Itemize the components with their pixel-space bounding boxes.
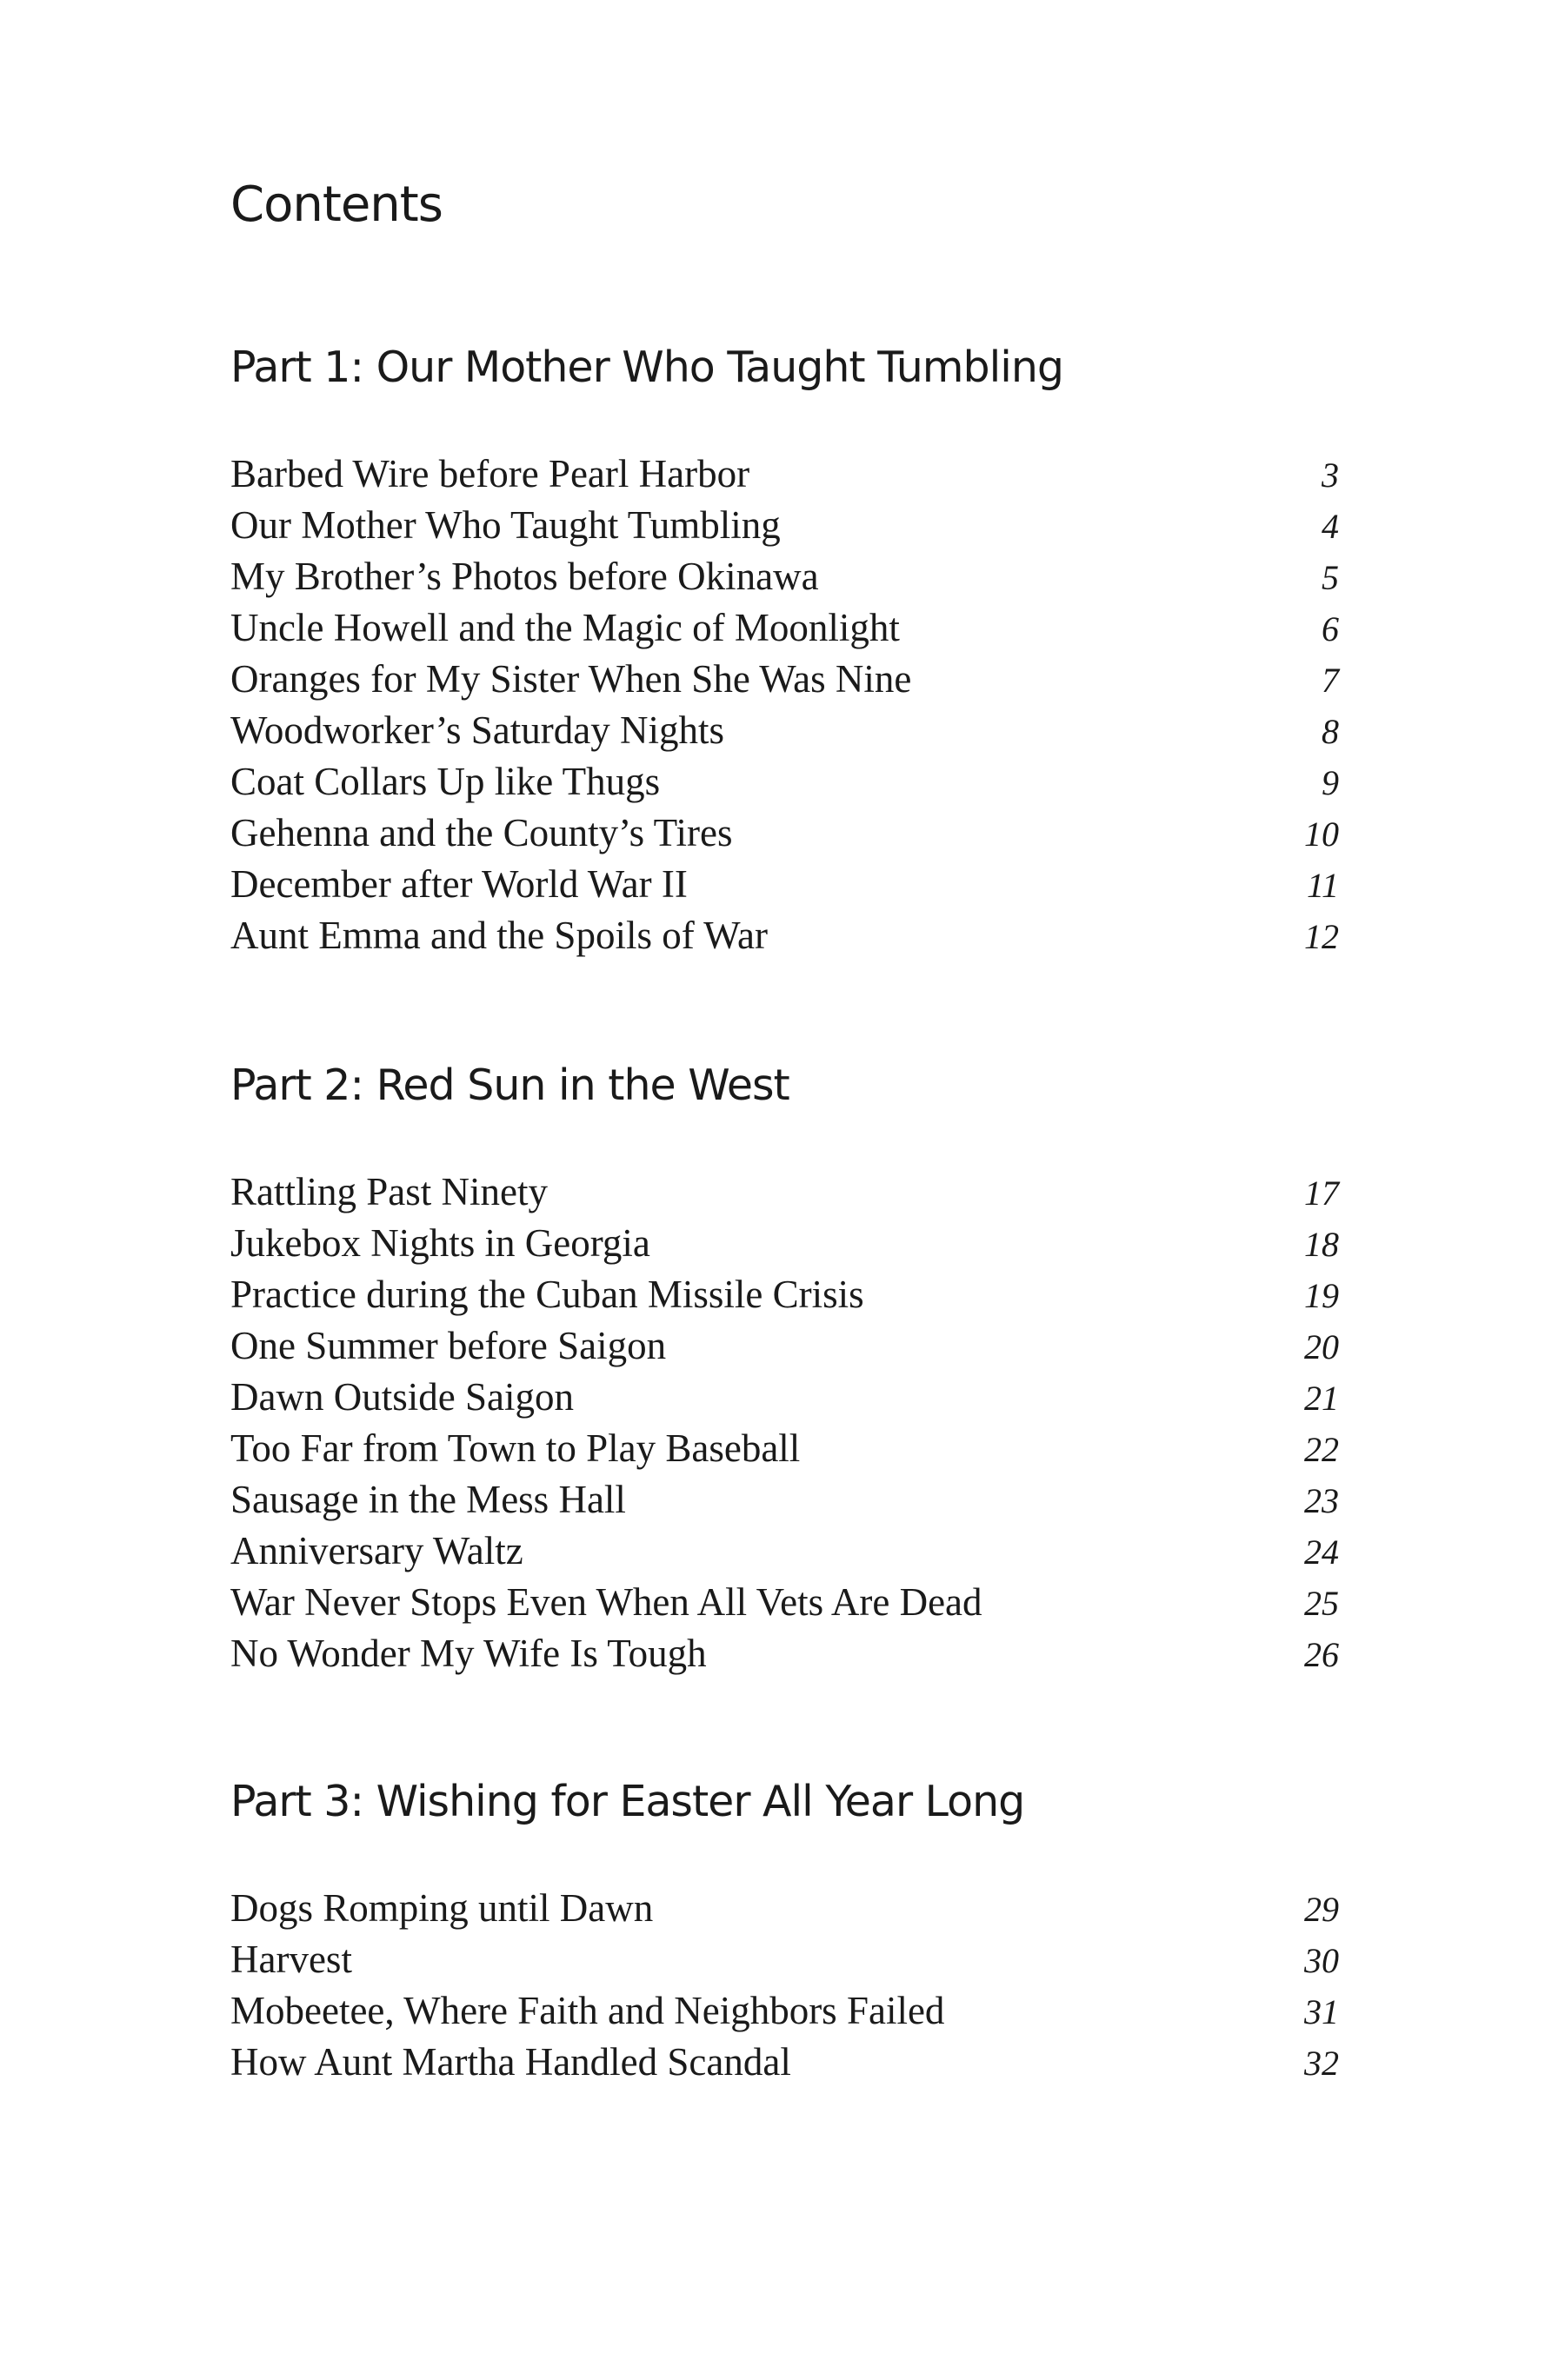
toc-entry[interactable] — [230, 808, 1339, 859]
toc-entry[interactable] — [230, 1577, 1339, 1628]
contents-heading: Contents — [230, 176, 443, 233]
toc-entry[interactable] — [230, 602, 1339, 654]
entry-title: No Wonder My Wife Is Tough — [230, 1632, 707, 1675]
entry-page-number: 6 — [1322, 609, 1339, 648]
entry-title: Too Far from Town to Play Baseball — [230, 1426, 801, 1470]
toc-entry[interactable] — [230, 859, 1339, 910]
entry-title: One Summer before Saigon — [230, 1324, 667, 1367]
entry-title: My Brother’s Photos before Okinawa — [230, 555, 819, 598]
entry-page-number: 22 — [1304, 1430, 1339, 1469]
toc-entry[interactable] — [230, 1423, 1339, 1474]
entry-title: Aunt Emma and the Spoils of War — [230, 914, 768, 957]
toc-entry[interactable] — [230, 756, 1339, 808]
toc-page — [230, 0, 1339, 2380]
toc-entry[interactable] — [230, 1526, 1339, 1577]
entry-page-number: 9 — [1322, 763, 1339, 802]
entry-title: Barbed Wire before Pearl Harbor — [230, 452, 750, 495]
toc-entry[interactable] — [230, 654, 1339, 705]
toc-part-1 — [230, 342, 1339, 957]
toc-entry[interactable] — [230, 1883, 1339, 1934]
toc-entry[interactable] — [230, 2037, 1339, 2088]
toc-entry[interactable] — [230, 910, 1339, 961]
entry-page-number: 5 — [1322, 558, 1339, 597]
entry-title: December after World War II — [230, 862, 688, 906]
toc-entry[interactable] — [230, 1474, 1339, 1526]
toc-part-2 — [230, 1060, 1339, 1675]
toc-entry[interactable] — [230, 500, 1339, 551]
entry-page-number: 11 — [1306, 866, 1339, 905]
toc-entry[interactable] — [230, 1320, 1339, 1372]
entry-page-number: 4 — [1322, 507, 1339, 546]
entry-title: Oranges for My Sister When She Was Nine — [230, 657, 912, 701]
entry-title: Practice during the Cuban Missile Crisis — [230, 1273, 864, 1316]
toc-entry[interactable] — [230, 1269, 1339, 1320]
entry-title: Anniversary Waltz — [230, 1529, 523, 1572]
entry-page-number: 7 — [1322, 661, 1339, 700]
entry-page-number: 29 — [1304, 1890, 1339, 1929]
entry-title: Rattling Past Ninety — [230, 1170, 548, 1213]
entry-title: Gehenna and the County’s Tires — [230, 811, 733, 854]
entry-title: Uncle Howell and the Magic of Moonlight — [230, 606, 900, 649]
entry-page-number: 23 — [1304, 1481, 1339, 1520]
entry-title: How Aunt Martha Handled Scandal — [230, 2040, 791, 2084]
part-title: Part 1: Our Mother Who Taught Tumbling — [230, 342, 1063, 392]
entry-title: Woodworker’s Saturday Nights — [230, 708, 724, 752]
toc-entry[interactable] — [230, 1167, 1339, 1218]
entry-title: Sausage in the Mess Hall — [230, 1478, 626, 1521]
entry-page-number: 30 — [1304, 1941, 1339, 1980]
part-title: Part 2: Red Sun in the West — [230, 1060, 789, 1110]
entry-page-number: 25 — [1304, 1584, 1339, 1623]
entry-page-number: 19 — [1304, 1276, 1339, 1315]
toc-entry[interactable] — [230, 1372, 1339, 1423]
part-title: Part 3: Wishing for Easter All Year Long — [230, 1777, 1025, 1826]
entry-title: Our Mother Who Taught Tumbling — [230, 503, 781, 547]
entry-page-number: 10 — [1304, 814, 1339, 854]
toc-entry-list — [230, 1883, 1339, 2088]
entry-page-number: 32 — [1304, 2044, 1339, 2083]
entry-page-number: 18 — [1304, 1225, 1339, 1264]
toc-entry[interactable] — [230, 1985, 1339, 2037]
toc-entry[interactable] — [230, 1934, 1339, 1985]
entry-title: Harvest — [230, 1938, 352, 1981]
entry-page-number: 8 — [1322, 712, 1339, 751]
entry-title: Dogs Romping until Dawn — [230, 1886, 654, 1930]
entry-page-number: 24 — [1304, 1532, 1339, 1572]
entry-page-number: 3 — [1322, 455, 1339, 495]
entry-title: Dawn Outside Saigon — [230, 1375, 574, 1419]
toc-entry[interactable] — [230, 551, 1339, 602]
entry-title: Coat Collars Up like Thugs — [230, 760, 661, 803]
toc-part-3 — [230, 1777, 1339, 2084]
entry-page-number: 20 — [1304, 1327, 1339, 1366]
toc-entry[interactable] — [230, 705, 1339, 756]
entry-page-number: 21 — [1304, 1379, 1339, 1418]
toc-entry[interactable] — [230, 1218, 1339, 1269]
entry-page-number: 12 — [1304, 917, 1339, 956]
toc-entry-list — [230, 1167, 1339, 1679]
toc-entry[interactable] — [230, 449, 1339, 500]
entry-title: Mobeetee, Where Faith and Neighbors Failed — [230, 1989, 945, 2032]
entry-page-number: 17 — [1304, 1173, 1339, 1213]
toc-entry-list — [230, 449, 1339, 961]
toc-entry[interactable] — [230, 1628, 1339, 1679]
entry-page-number: 26 — [1304, 1635, 1339, 1674]
entry-title: Jukebox Nights in Georgia — [230, 1221, 650, 1265]
entry-title: War Never Stops Even When All Vets Are Dead — [230, 1580, 982, 1624]
entry-page-number: 31 — [1304, 1992, 1339, 2031]
